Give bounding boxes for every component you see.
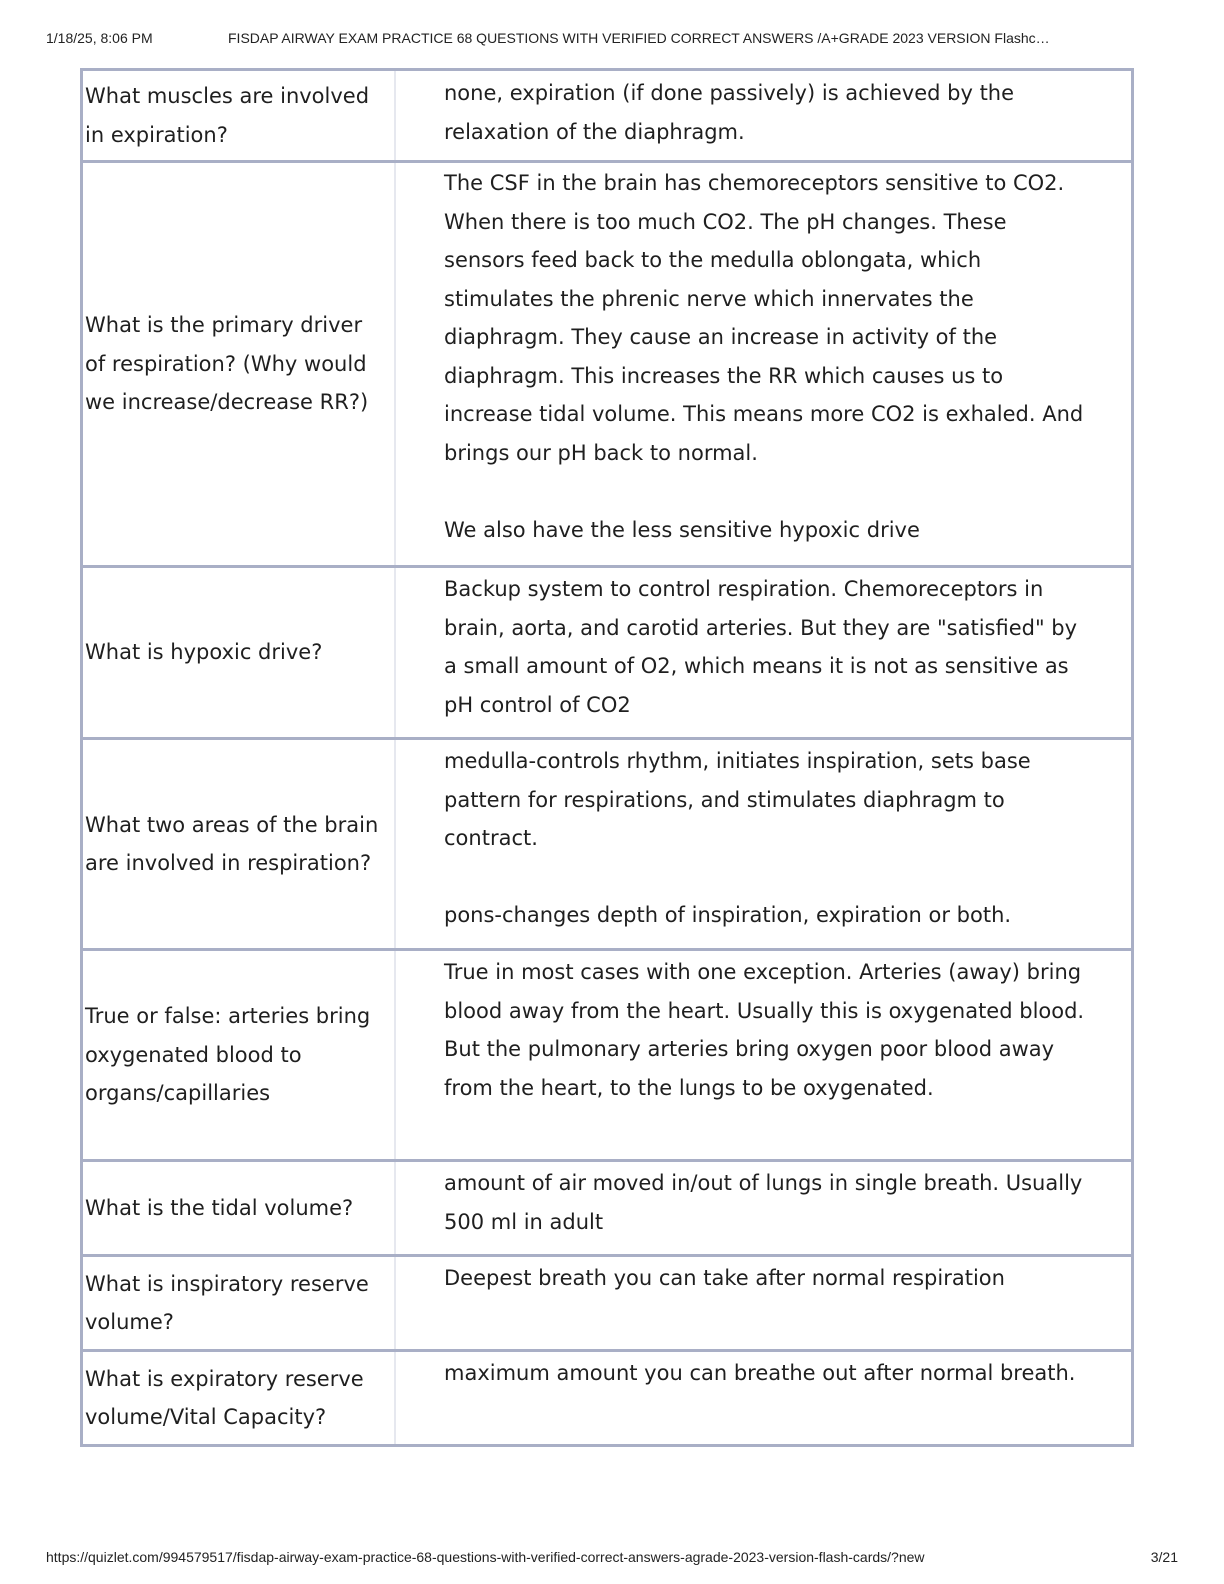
flashcard [80,1257,1134,1352]
flashcard-definition: none, expiration (if done passively) is achieved by the relaxation of the diaphragm. [444,81,1021,144]
flashcard-term: What is the tidal volume? [83,1162,396,1254]
print-footer [46,1549,1178,1569]
flashcard [80,1352,1134,1447]
flashcard [80,163,1134,568]
flashcard-definition: amount of air moved in/out of lungs in single breath. Usually 500 ml in adult [444,1171,1090,1234]
flashcard [80,68,1134,163]
flashcard-term: True or false: arteries bring oxygenated blood to organs/capillaries [83,951,396,1159]
flashcard-definition: Backup system to control respiration. Chemoreceptors in brain, aorta, and carotid arteries. But they are "satisfied" by a small amount of O2, which means it is not as sensitive as pH control of CO2 [444,577,1084,717]
print-url: https://quizlet.com/994579517/fisdap-airway-exam-practice-68-questions-with-verified-correct-answers-agrade-2023-version-flash-cards/?new [46,1549,925,1565]
flashcard-term: What is expiratory reserve volume/Vital Capacity? [83,1352,396,1444]
flashcard [80,951,1134,1162]
flashcard-list [80,68,1134,1447]
flashcard-term: What is hypoxic drive? [83,568,396,737]
flashcard-term: What muscles are involved in expiration? [83,71,396,160]
print-datetime: 1/18/25, 8:06 PM [46,30,153,46]
flashcard-term: What is the primary driver of respiration? (Why would we increase/decrease RR?) [83,163,396,565]
flashcard-definition: maximum amount you can breathe out after normal breath. [444,1361,1076,1385]
print-page-title: FISDAP AIRWAY EXAM PRACTICE 68 QUESTIONS WITH VERIFIED CORRECT ANSWERS /A+GRADE 2023 VERSION Flashc… [228,30,1050,46]
flashcard-term: What is inspiratory reserve volume? [83,1257,396,1349]
flashcard-term: What two areas of the brain are involved in respiration? [83,740,396,948]
flashcard-definition: True in most cases with one exception. Arteries (away) bring blood away from the heart. Usually this is oxygenated blood. But the pulmonary arteries bring oxygen poor blood away from the heart, to the lungs to be oxygenated. [444,960,1091,1100]
print-header [46,30,1178,50]
flashcard [80,740,1134,951]
flashcard-definition: medulla-controls rhythm, initiates inspiration, sets base pattern for respirations, and stimulates diaphragm to contract. pons-changes depth of inspiration, expiration or both. [444,749,1031,927]
flashcard [80,568,1134,740]
flashcard-definition: Deepest breath you can take after normal respiration [444,1266,1005,1290]
page-number: 3/21 [1150,1549,1178,1565]
flashcard [80,1162,1134,1257]
flashcard-definition: The CSF in the brain has chemoreceptors sensitive to CO2. When there is too much CO2. The pH changes. These sensors feed back to the medulla oblongata, which stimulates the phrenic nerve which innervates the diaphragm. They cause an increase in activity of the diaphragm. This increases the RR which causes us to increase tidal volume. This means more CO2 is exhaled. And brings our pH back to normal. We also have the less sensitive hypoxic drive [444,171,1084,542]
